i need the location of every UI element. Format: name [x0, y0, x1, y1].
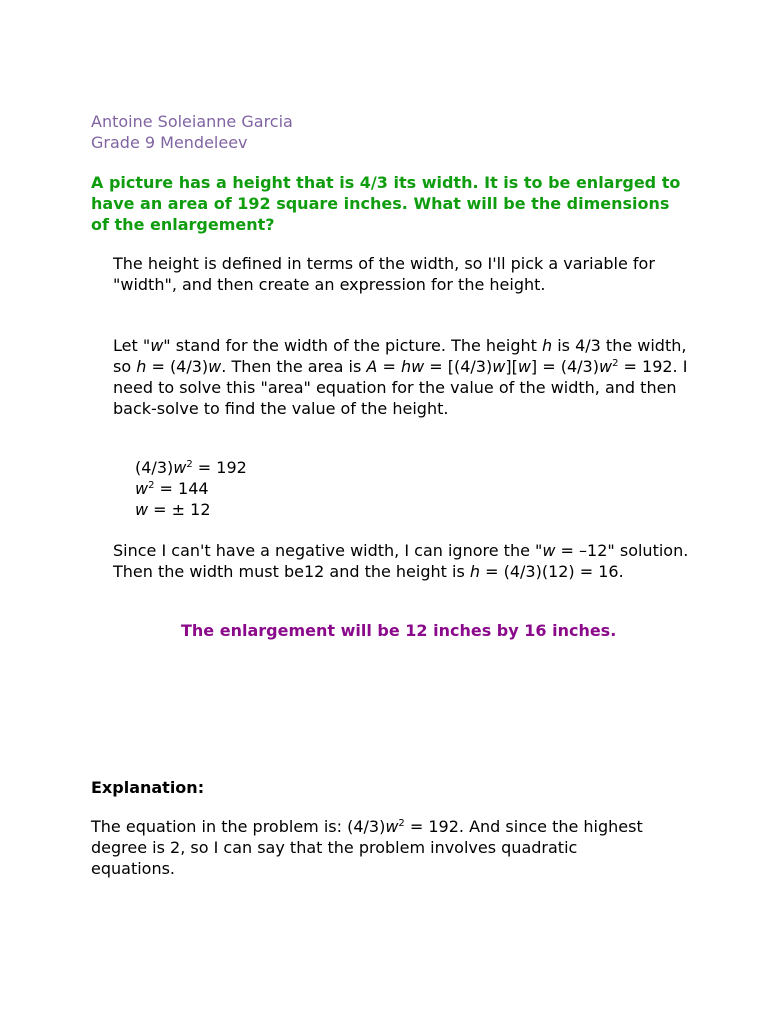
variable-w: w [542, 541, 556, 560]
text-run: = [(4/3) [424, 357, 493, 376]
text-run: = 144 [154, 479, 209, 498]
text-run: . Then the area is [221, 357, 367, 376]
solution-paragraph-3 [113, 540, 693, 582]
variable-w: w [208, 357, 222, 376]
variable-w: w [135, 500, 149, 519]
text-run: The equation in the problem is: (4/3) [91, 817, 386, 836]
variable-w: w [492, 357, 506, 376]
equation-block [135, 457, 247, 520]
text-run: " stand for the width of the picture. The height [163, 336, 542, 355]
problem-statement: A picture has a height that is 4/3 its width. It is to be enlarged to have an area of 192 square inches. What will be the dimensions of the enlargement? [91, 173, 681, 234]
equation-line-1 [135, 457, 247, 478]
text-run: Let " [113, 336, 151, 355]
explanation-text [91, 816, 651, 879]
final-answer: The enlargement will be 12 inches by 16 inches. [181, 621, 617, 640]
variable-w: w [173, 458, 187, 477]
solution-paragraph-1: The height is defined in terms of the width, so I'll pick a variable for "width", and then create an expression for the height. [113, 254, 655, 294]
exponent: 2 [148, 480, 155, 491]
variable-w: w [150, 336, 164, 355]
variable-w: w [135, 479, 149, 498]
text-run: = 192. And since the highest degree is 2, so I can say that the problem involves quadratic equations. [91, 817, 643, 878]
variable-a: A [366, 357, 378, 376]
equation-line-2 [135, 478, 247, 499]
text-run: = 192. I need to solve this "area" equation for the value of the width, and then back-solve to find the value of the height. [113, 357, 688, 418]
variable-h: h [136, 357, 147, 376]
variable-h: h [469, 562, 481, 581]
explanation-heading: Explanation: [91, 778, 205, 797]
variable-w: w [385, 817, 399, 836]
author-block [91, 111, 293, 153]
text-run: = (4/3) [146, 357, 209, 376]
exponent: 2 [612, 358, 619, 369]
text-run: = (4/3)(12) = 16. [480, 562, 624, 581]
variable-w: w [598, 357, 613, 376]
text-run: Since I can't have a negative width, I can ignore the " [113, 541, 543, 560]
text-run: (4/3) [135, 458, 174, 477]
solution-paragraph-2 [113, 335, 693, 419]
text-run: is 4/3 the width, so [113, 336, 687, 376]
variable-w: w [517, 357, 531, 376]
text-run: = ± 12 [148, 500, 211, 519]
author-name: Antoine Soleianne Garcia [91, 112, 293, 131]
text-run: = [377, 357, 401, 376]
text-run: = –12" solution. Then the width must be12 and the height is [113, 541, 689, 581]
grade-section: Grade 9 Mendeleev [91, 133, 248, 152]
exponent: 2 [398, 818, 405, 829]
text-run: ] = (4/3) [530, 357, 599, 376]
variable-hw: hw [400, 357, 425, 376]
variable-h: h [542, 336, 553, 355]
text-run: = 192 [192, 458, 247, 477]
text-run: ][ [505, 357, 518, 376]
equation-line-3 [135, 499, 247, 520]
exponent: 2 [186, 459, 193, 470]
